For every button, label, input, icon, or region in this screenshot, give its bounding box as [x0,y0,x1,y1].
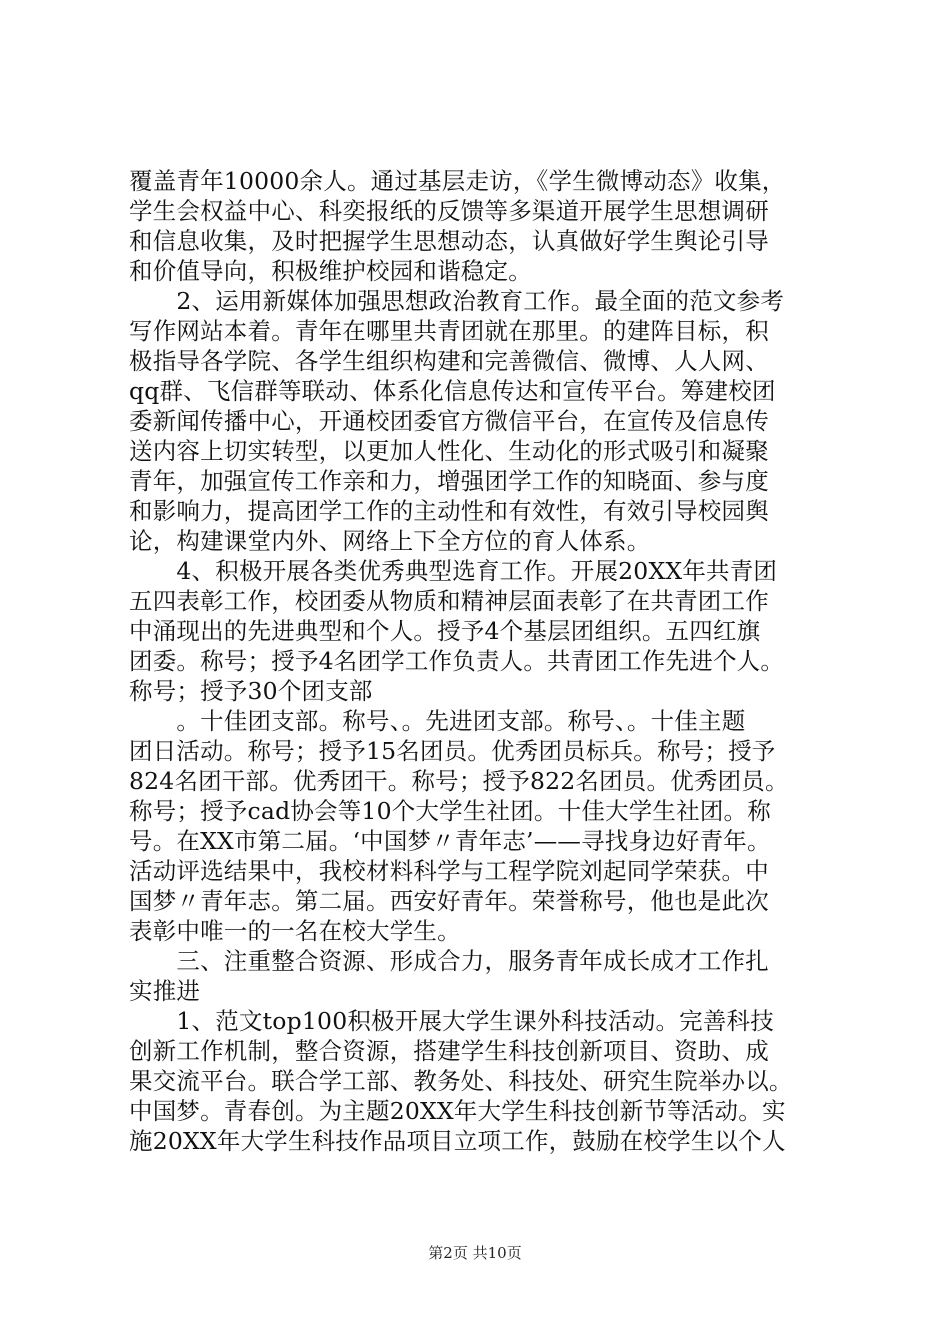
text-line: 2、运用新媒体加强思想政治教育工作。最全面的范文参考 [129,287,785,315]
text-line: 1、范文top100积极开展大学生课外科技活动。完善科技 [129,1007,774,1035]
text-line: 和影响力，提高团学工作的主动性和有效性，有效引导校园舆 [129,497,769,525]
text-line: 青年，加强宣传工作亲和力，增强团学工作的知晓面、参与度 [129,467,769,495]
text-line: 创新工作机制，整合资源，搭建学生科技创新项目、资助、成 [129,1037,769,1065]
text-line: 4、积极开展各类优秀典型选育工作。开展20XX年共青团 [129,557,778,585]
page-footer: 第2页 共10页 [428,1244,522,1262]
text-line: 三、注重整合资源、形成合力，服务青年成长成才工作扎 [129,947,769,975]
text-line: 极指导各学院、各学生组织构建和完善微信、微博、人人网、 [129,347,769,375]
text-line: 国梦〃青年志。第二届。西安好青年。荣誉称号，他也是此次 [129,887,769,915]
text-line: 团日活动。称号；授予15名团员。优秀团员标兵。称号；授予 [129,737,776,765]
text-line: 号。在XX市第二届。‘中国梦〃青年志’——寻找身边好青年。 [129,827,771,855]
text-line: 中涌现出的先进典型和个人。授予4个基层团组织。五四红旗 [129,617,761,645]
text-line: 824名团干部。优秀团干。称号；授予822名团员。优秀团员。 [129,767,789,795]
text-line: 实推进 [129,977,201,1005]
text-line: 送内容上切实转型，以更加人性化、生动化的形式吸引和凝聚 [129,437,769,465]
text-line: 团委。称号；授予4名团学工作负责人。共青团工作先进个人。 [129,647,785,675]
text-line: 和信息收集，及时把握学生思想动态，认真做好学生舆论引导 [129,227,769,255]
text-line: 。十佳团支部。称号、。先进团支部。称号、。十佳主题 [129,707,746,735]
text-line: 论，构建课堂内外、网络上下全方位的育人体系。 [129,527,651,555]
text-line: 学生会权益中心、科奕报纸的反馈等多渠道开展学生思想调研 [129,197,769,225]
text-line: 中国梦。青春创。为主题20XX年大学生科技创新节等活动。实 [129,1097,786,1125]
text-line: 表彰中唯一的一名在校大学生。 [129,917,461,945]
text-line: 写作网站本着。青年在哪里共青团就在那里。的建阵目标，积 [129,317,769,345]
body-text [129,166,829,1156]
text-line: qq群、飞信群等联动、体系化信息传达和宣传平台。筹建校团 [129,377,776,405]
text-line: 称号；授予cad协会等10个大学生社团。十佳大学生社团。称 [129,797,771,825]
text-line: 称号；授予30个团支部 [129,677,373,705]
text-line: 活动评选结果中，我校材料科学与工程学院刘起同学荣获。中 [129,857,769,885]
text-line: 施20XX年大学生科技作品项目立项工作，鼓励在校学生以个人 [129,1127,786,1155]
text-line: 五四表彰工作，校团委从物质和精神层面表彰了在共青团工作 [129,587,769,615]
text-line: 覆盖青年10000余人。通过基层走访，《学生微博动态》收集， [129,167,786,195]
text-line: 委新闻传播中心，开通校团委官方微信平台，在宣传及信息传 [129,407,769,435]
text-line: 果交流平台。联合学工部、教务处、科技处、研究生院举办以。 [129,1067,793,1095]
text-line: 和价值导向，积极维护校园和谐稳定。 [129,257,532,285]
